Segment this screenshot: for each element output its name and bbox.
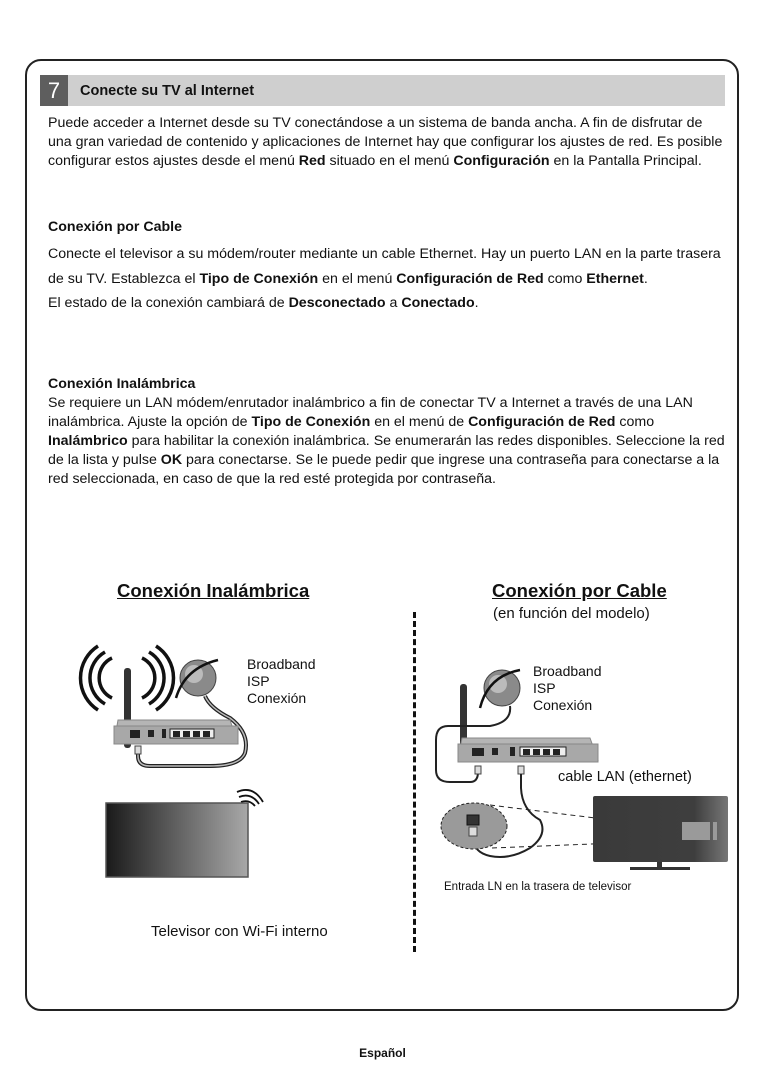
tv-wifi-illustration xyxy=(105,780,275,880)
wireless-isp-label: Broadband ISP Conexión xyxy=(247,656,316,706)
diagram-divider xyxy=(413,612,416,952)
lan-port-caption: Entrada LN en la trasera de televisor xyxy=(444,881,632,893)
cable-section xyxy=(48,218,728,315)
tv-wifi-caption: Televisor con Wi-Fi interno xyxy=(151,923,328,940)
section-title: Conecte su TV al Internet xyxy=(80,82,255,99)
diagram-cable-title: Conexión por Cable xyxy=(492,580,667,601)
cable-heading: Conexión por Cable xyxy=(48,219,183,235)
cable-paragraph: Conecte el televisor a su módem/router mediante un cable Ethernet. Hay un puerto LAN en la parte trasera de su TV. Establezca el Tipo de Conexión en el menú Configuración de Red como Ethernet. xyxy=(48,246,721,287)
section-header xyxy=(40,75,725,106)
tv-screen xyxy=(106,803,248,877)
wireless-heading: Conexión Inalámbrica xyxy=(48,376,196,392)
cable-status-paragraph: El estado de la conexión cambiará de Desconectado a Conectado. xyxy=(48,295,479,311)
intro-paragraph: Puede acceder a Internet desde su TV conectándose a un sistema de banda ancha. A fin de disfrutar de una gran variedad de contenido y aplicaciones de Internet hay que configurar los ajustes de red. Es posible configurar estos ajustes desde el menú Red situado en el menú Configuración en la Pantalla Principal. xyxy=(48,115,723,169)
diagram-wireless-title: Conexión Inalámbrica xyxy=(117,580,310,601)
wireless-section xyxy=(48,375,728,489)
globe-icon xyxy=(480,670,520,708)
footer-language: Español xyxy=(359,1046,406,1060)
globe-icon xyxy=(176,660,218,698)
diagram-cable-subtitle: (en función del modelo) xyxy=(493,605,650,622)
cable-lan-label: cable LAN (ethernet) xyxy=(558,769,692,785)
cable-isp-label: Broadband ISP Conexión xyxy=(533,663,602,713)
section-number: 7 xyxy=(40,75,68,106)
wireless-paragraph: Se requiere un LAN módem/enrutador inalámbrico a fin de conectar TV a Internet a través de una LAN inalámbrica. Ajuste la opción de Tipo de Conexión en el menú de Configuración de Red como Inalámbrico para habilitar la conexión inalámbrica. Se enumerarán las redes disponibles. Seleccione la red de la lista y pulse OK para conectarse. Se le puede pedir que ingrese una contraseña para conectarse a la red seleccionada, en caso de que la red esté protegida por contraseña. xyxy=(48,395,725,487)
